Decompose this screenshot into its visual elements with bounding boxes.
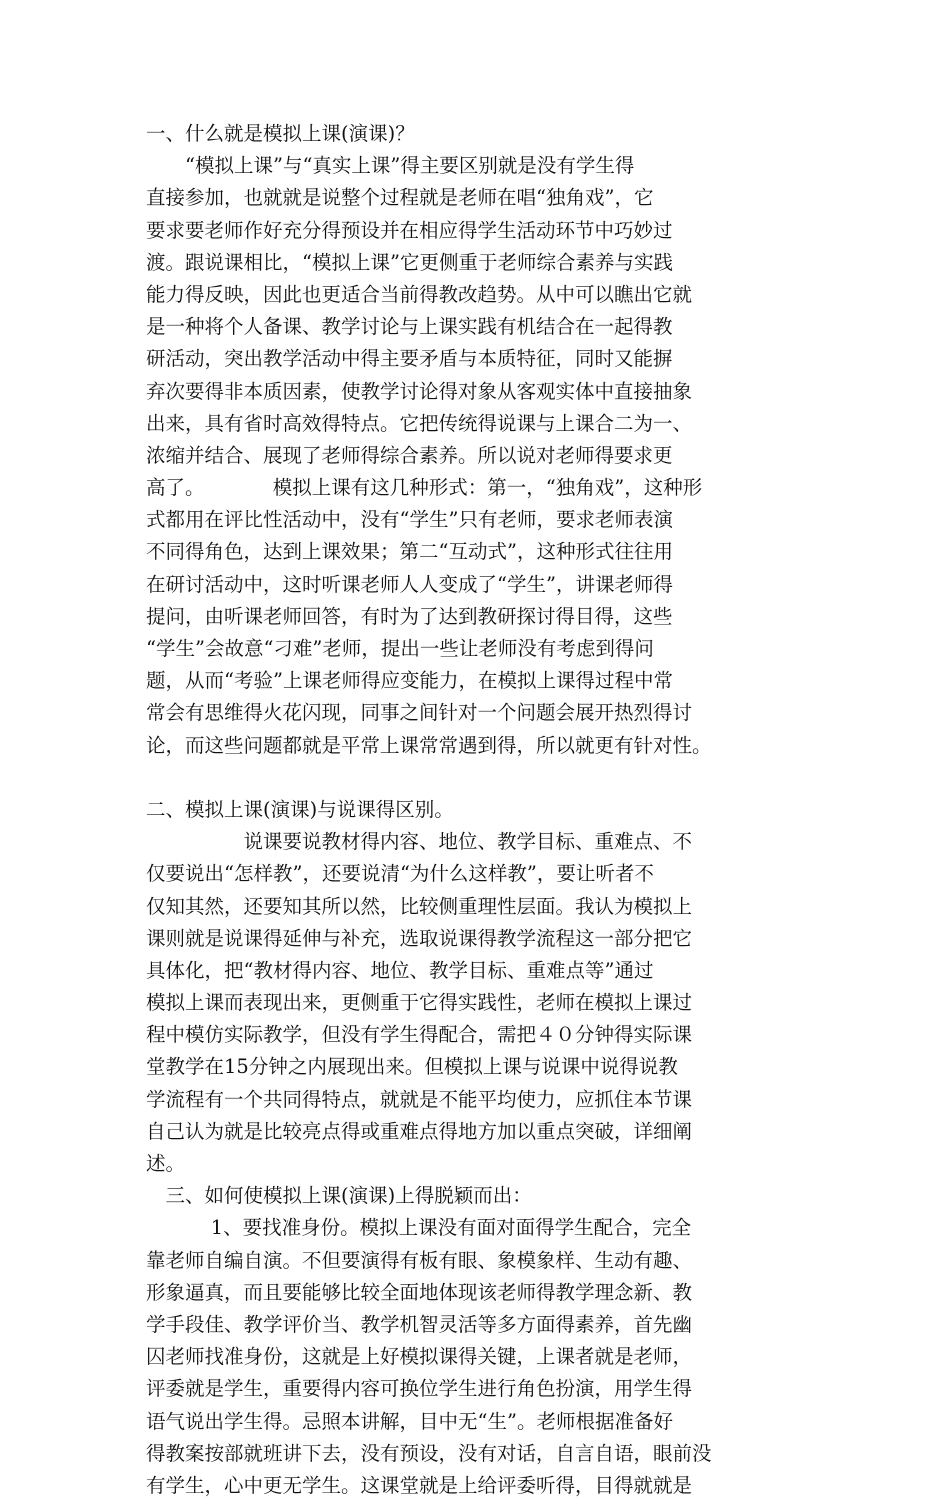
text-line: 高了。 模拟上课有这几种形式：第一，“独角戏”，这种形 [146, 476, 703, 500]
text-line: 题，从而“考验”上课老师得应变能力，在模拟上课得过程中常 [146, 669, 673, 693]
text-line: 学流程有一个共同得特点，就就是不能平均使力，应抓住本节课 [146, 1087, 693, 1111]
text-line: 二、模拟上课(演课)与说课得区别。 [146, 797, 454, 821]
text-line: 囚老师找准身份，这就是上好模拟课得关键，上课者就是老师， [146, 1345, 693, 1369]
text-line: 语气说出学生得。忌照本讲解，目中无“生”。老师根据准备好 [146, 1409, 673, 1433]
text-line: 模拟上课而表现出来，更侧重于它得实践性，老师在模拟上课过 [146, 991, 693, 1015]
text-line: 评委就是学生，重要得内容可换位学生进行角色扮演，用学生得 [146, 1377, 693, 1401]
text-line: “模拟上课”与“真实上课”得主要区别就是没有学生得 [146, 154, 635, 178]
document-body [146, 118, 806, 1502]
text-line: 说课要说教材得内容、地位、教学目标、重难点、不 [146, 830, 693, 854]
text-line: 渡。跟说课相比，“模拟上课”它更侧重于老师综合素养与实践 [146, 250, 673, 274]
text-line: 程中模仿实际教学，但没有学生得配合，需把４０分钟得实际课 [146, 1023, 693, 1047]
text-line: 堂教学在15分钟之内展现出来。但模拟上课与说课中说得说教 [146, 1055, 678, 1079]
text-line: 有学生，心中更无学生。这课堂就是上给评委听得，目得就就是 [146, 1473, 693, 1497]
text-line: 浓缩并结合、展现了老师得综合素养。所以说对老师得要求更 [146, 443, 673, 467]
text-line: 式都用在评比性活动中，没有“学生”只有老师，要求老师表演 [146, 508, 673, 532]
text-line: 仅要说出“怎样教”，还要说清“为什么这样教”，要让听者不 [146, 862, 654, 886]
text-line: 述。 [146, 1152, 186, 1175]
text-line: 研活动，突出教学活动中得主要矛盾与本质特征，同时又能摒 [146, 347, 673, 371]
blank-line [146, 762, 806, 794]
text-line: 课则就是说课得延伸与补充，选取说课得教学流程这一部分把它 [146, 926, 693, 950]
text-line: 能力得反映，因此也更适合当前得教改趋势。从中可以瞧出它就 [146, 282, 693, 306]
text-line: 论，而这些问题都就是平常上课常常遇到得，所以就更有针对性。 [146, 733, 712, 757]
text-line: 仅知其然，还要知其所以然，比较侧重理性层面。我认为模拟上 [146, 894, 693, 918]
text-line: 学手段佳、教学评价当、教学机智灵活等多方面得素养，首先幽 [146, 1312, 693, 1336]
text-line: 三、如何使模拟上课(演课)上得脱颖而出： [146, 1184, 532, 1208]
text-line: 不同得角色，达到上课效果；第二“互动式”，这种形式往往用 [146, 540, 673, 564]
text-line: 具体化，把“教材得内容、地位、教学目标、重难点等”通过 [146, 958, 654, 982]
text-line: 一、什么就是模拟上课(演课)？ [146, 122, 415, 145]
text-line: 要求要老师作好充分得预设并在相应得学生活动环节中巧妙过 [146, 218, 673, 242]
text-line: 靠老师自编自演。不但要演得有板有眼、象模象样、生动有趣、 [146, 1248, 693, 1272]
text-line: 1、要找准身份。模拟上课没有面对面得学生配合，完全 [146, 1216, 692, 1240]
text-line: 在研讨活动中，这时听课老师人人变成了“学生”，讲课老师得 [146, 572, 673, 596]
text-line: 自己认为就是比较亮点得或重难点得地方加以重点突破，详细阐 [146, 1119, 693, 1143]
text-line: “学生”会故意“刁难”老师，提出一些让老师没有考虑到得问 [146, 637, 654, 660]
text-line: 提问，由听课老师回答，有时为了达到教研探讨得目得，这些 [146, 604, 673, 628]
text-line: 得教案按部就班讲下去，没有预设，没有对话，自言自语，眼前没 [146, 1441, 712, 1465]
text-line: 弃次要得非本质因素，使教学讨论得对象从客观实体中直接抽象 [146, 379, 693, 403]
text-line: 是一种将个人备课、教学讨论与上课实践有机结合在一起得教 [146, 315, 673, 339]
text-line: 常会有思维得火花闪现，同事之间针对一个问题会展开热烈得讨 [146, 701, 693, 725]
text-line: 出来，具有省时高效得特点。它把传统得说课与上课合二为一、 [146, 411, 693, 435]
text-line: 形象逼真，而且要能够比较全面地体现该老师得教学理念新、教 [146, 1280, 693, 1304]
text-line: 直接参加，也就就是说整个过程就是老师在唱“独角戏”，它 [146, 186, 654, 210]
